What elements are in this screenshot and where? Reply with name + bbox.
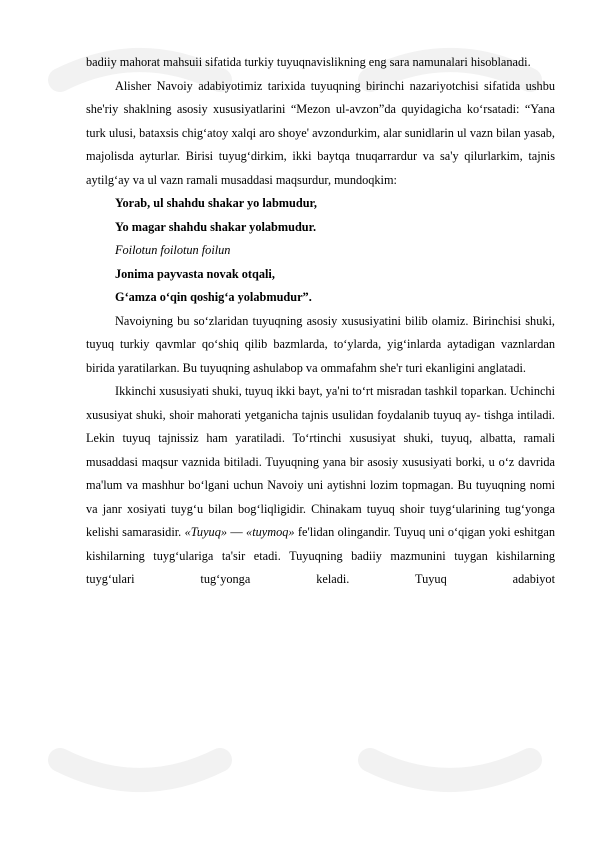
paragraph-navoiy-theory: Alisher Navoiy adabiyotimiz tarixida tuyuqning birinchi nazariyotchisi sifatida ushbu she'riy shaklning asosiy xususiyatlarini “Mezon ul-avzon”da quyidagicha ko‘rsatadi: “Yana turk ulusi, bataxsis chig‘atoy xalqi aro shoye' avzondurkim, alar sunidlarin ul vazn bilan yasab, majolisda ayturlar. Birisi tuyug‘dirkim, ikki baytqa tnuqarrardur va sa'y qilurlarkim, tajnis aytilg‘ay va ul vazn ramali musaddasi maqsurdur, mundoqkim:: [86, 78, 555, 187]
paragraph-text: Ikkinchi xususiyati shuki, tuyuq ikki bayt, ya'ni to‘rt misradan tashkil toparkan. Uchinchi xususiyat shuki, shoir mahorati yetganicha tajnis usulidan foydalanib tuyuq ay- tishga intiladi. Lekin tuyuq tajnissiz ham yaratiladi. To‘rtinchi xususiyat shuki, tuyuq, albatta, ramali musaddasi maqsur vaznida bitiladi. Tuyuqning yana bir asosiy xususiyati borki, u o‘z davrida ma'lum va mashhur bo‘lgani uchun Navoiy uni aytishni lozim topmagan. Bu tuyuqning nomi va janr xosiyati tuyg‘u bilan bog‘liqligidir. Chinakam tuyuq shoir tuyg‘ularining tug‘yonga kelishi samarasidir.: [86, 384, 555, 539]
paragraph-continuation: badiiy mahorat mahsuii sifatida turkiy tuyuqnavislikning eng sara namunalari hisoblanadi.: [86, 55, 531, 69]
em-dash: —: [230, 525, 243, 539]
verse-line-3: Jonima payvasta novak otqali,: [115, 266, 275, 281]
term-tuymoq: «tuymoq»: [246, 525, 295, 539]
verse-line-4: G‘amza o‘qin qoshig‘a yolabmudur”.: [115, 290, 312, 304]
verse-line-1: Yorab, ul shahdu shakar yo labmudur,: [115, 196, 317, 210]
verse-line-2: Yo magar shahdu shakar yolabmudur.: [115, 219, 317, 234]
paragraph-other-features: [86, 380, 555, 592]
document-page: [86, 51, 555, 592]
term-tuyuq: «Tuyuq»: [184, 525, 227, 539]
paragraph-first-feature: Navoiyning bu so‘zlaridan tuyuqning asosiy xususiyatini bilib olamiz. Birinchisi shuki, tuyuq turkiy qavmlar qo‘shiq qilib bazmlarda, to‘ylarda, yig‘inlarda aytadigan vaznlardan birida yaratilarkan. Bu tuyuqning ashulabop va ommafahm she'r turi ekanligini anglatadi.: [86, 313, 555, 375]
verse-meter: Foilotun foilotun foilun: [115, 243, 231, 257]
paragraph-text-end: fe'lidan olingandir. Tuyuq uni o‘qigan yoki eshitgan kishilarning tuyg‘ulariga ta'sir etadi. Tuyuqning badiiy mazmunini tuygan kishilarning tuyg‘ulari tug‘yonga keladi. Tuyuq adabiyot: [86, 525, 556, 586]
